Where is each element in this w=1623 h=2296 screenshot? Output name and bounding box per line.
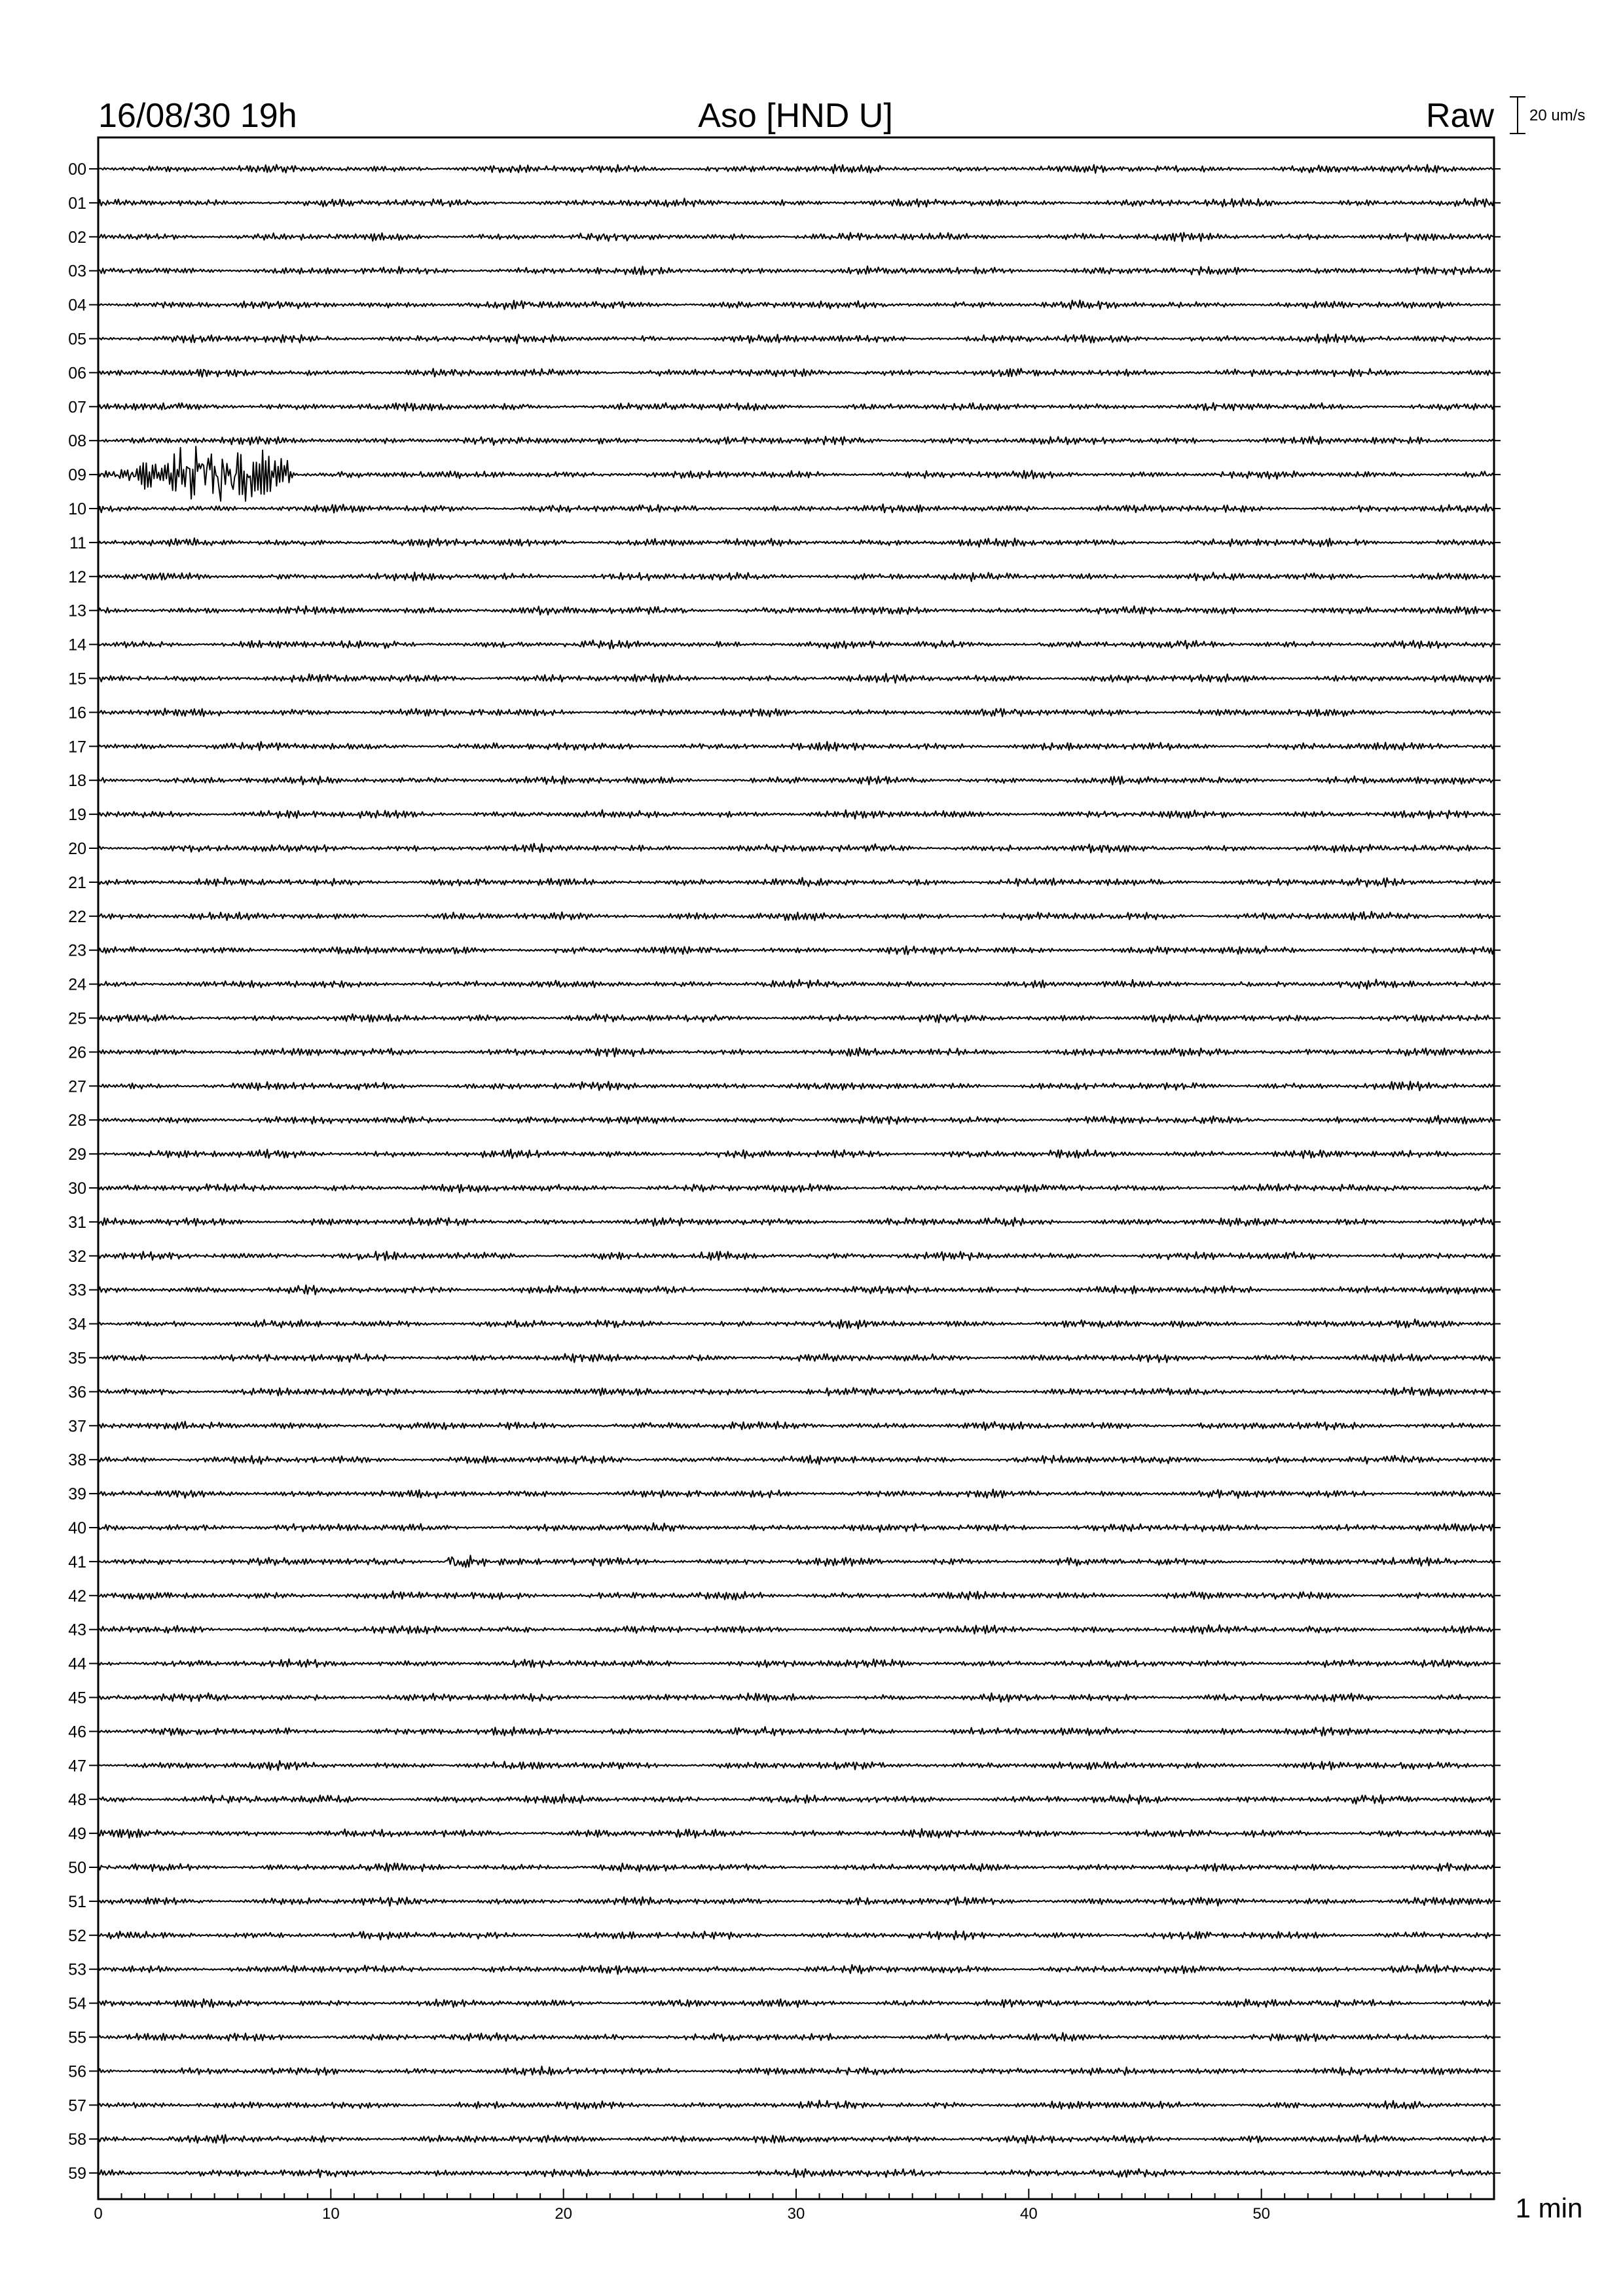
row-label: 19 <box>68 806 86 825</box>
x-axis-unit-label: 1 min <box>1515 2193 1583 2223</box>
trace-row-03 <box>98 266 1494 276</box>
row-label: 23 <box>68 941 86 960</box>
row-label: 36 <box>68 1383 86 1402</box>
trace-row-27 <box>98 1081 1494 1090</box>
row-label: 02 <box>68 228 86 247</box>
row-label: 52 <box>68 1926 86 1945</box>
trace-row-26 <box>98 1048 1494 1057</box>
trace-row-45 <box>98 1693 1494 1702</box>
row-label: 21 <box>68 873 86 892</box>
trace-row-08 <box>98 437 1494 445</box>
trace-row-43 <box>98 1625 1494 1634</box>
row-label: 34 <box>68 1315 86 1334</box>
trace-row-47 <box>98 1761 1494 1770</box>
row-label: 25 <box>68 1009 86 1028</box>
trace-row-41 <box>98 1555 1494 1567</box>
trace-row-17 <box>98 742 1494 751</box>
trace-row-15 <box>98 673 1494 683</box>
trace-row-36 <box>98 1388 1494 1396</box>
mode-label: Raw <box>1425 97 1494 135</box>
row-label: 44 <box>68 1655 86 1674</box>
trace-row-44 <box>98 1659 1494 1668</box>
x-tick-label: 20 <box>555 2205 573 2223</box>
row-label: 24 <box>68 975 86 994</box>
trace-row-30 <box>98 1184 1494 1193</box>
row-label: 28 <box>68 1111 86 1130</box>
row-label: 32 <box>68 1247 86 1266</box>
trace-row-48 <box>98 1795 1494 1804</box>
row-label: 10 <box>68 500 86 518</box>
trace-row-21 <box>98 878 1494 887</box>
trace-row-18 <box>98 776 1494 785</box>
trace-row-05 <box>98 334 1494 344</box>
trace-row-25 <box>98 1014 1494 1022</box>
row-label: 46 <box>68 1723 86 1742</box>
row-label: 00 <box>68 160 86 179</box>
row-label: 59 <box>68 2164 86 2183</box>
trace-row-38 <box>98 1456 1494 1465</box>
trace-row-19 <box>98 810 1494 819</box>
row-label: 35 <box>68 1349 86 1368</box>
row-label: 26 <box>68 1043 86 1062</box>
row-label: 11 <box>69 533 86 552</box>
row-label: 12 <box>68 567 86 586</box>
trace-row-42 <box>98 1591 1494 1600</box>
trace-row-33 <box>98 1285 1494 1295</box>
row-label: 07 <box>68 398 86 417</box>
scale-bar <box>1510 97 1585 134</box>
row-label: 08 <box>68 432 86 451</box>
row-label: 55 <box>68 2028 86 2047</box>
trace-row-53 <box>98 1965 1494 1975</box>
row-label: 14 <box>68 636 86 655</box>
x-tick-label: 40 <box>1019 2205 1038 2223</box>
trace-row-49 <box>98 1829 1494 1838</box>
station-title: Aso [HND U] <box>698 97 893 135</box>
trace-row-58 <box>98 2135 1494 2144</box>
trace-row-59 <box>98 2169 1494 2178</box>
trace-row-51 <box>98 1897 1494 1906</box>
row-label: 17 <box>68 738 86 757</box>
trace-row-11 <box>98 538 1494 547</box>
row-label: 20 <box>68 840 86 858</box>
trace-row-06 <box>98 368 1494 377</box>
row-label: 49 <box>68 1825 86 1844</box>
row-label: 22 <box>68 907 86 926</box>
row-label: 38 <box>68 1451 86 1470</box>
trace-row-24 <box>98 979 1494 989</box>
row-label: 54 <box>68 1994 86 2013</box>
row-label: 04 <box>68 296 86 315</box>
row-label: 39 <box>68 1485 86 1504</box>
trace-row-16 <box>98 708 1494 717</box>
x-tick-label: 0 <box>94 2205 103 2223</box>
row-label: 33 <box>68 1281 86 1300</box>
row-label: 18 <box>68 772 86 791</box>
trace-row-37 <box>98 1422 1494 1430</box>
row-label: 09 <box>68 466 86 485</box>
trace-row-52 <box>98 1931 1494 1940</box>
trace-row-14 <box>98 640 1494 649</box>
trace-group <box>98 164 1494 2177</box>
row-label: 42 <box>68 1587 86 1605</box>
row-label: 43 <box>68 1621 86 1640</box>
trace-row-31 <box>98 1217 1494 1226</box>
row-label: 03 <box>68 262 86 281</box>
x-tick-label: 30 <box>787 2205 805 2223</box>
trace-row-57 <box>98 2100 1494 2109</box>
row-label: 01 <box>68 194 86 213</box>
row-label: 56 <box>68 2062 86 2081</box>
row-label: 41 <box>68 1552 86 1571</box>
trace-row-50 <box>98 1863 1494 1872</box>
trace-row-07 <box>98 403 1494 410</box>
row-label: 37 <box>68 1417 86 1436</box>
row-label: 40 <box>68 1519 86 1537</box>
row-label: 29 <box>68 1145 86 1164</box>
row-label: 47 <box>68 1757 86 1776</box>
row-label: 58 <box>68 2130 86 2149</box>
row-label: 31 <box>68 1213 86 1232</box>
trace-row-32 <box>98 1251 1494 1261</box>
trace-row-23 <box>98 946 1494 955</box>
trace-row-56 <box>98 2066 1494 2075</box>
row-label: 15 <box>68 670 86 689</box>
datetime-title: 16/08/30 19h <box>98 97 297 135</box>
trace-row-04 <box>98 300 1494 310</box>
trace-row-55 <box>98 2033 1494 2041</box>
row-label: 27 <box>68 1077 86 1096</box>
x-tick-label: 50 <box>1252 2205 1271 2223</box>
row-labels <box>68 160 1501 2183</box>
trace-row-29 <box>98 1149 1494 1158</box>
trace-row-40 <box>98 1523 1494 1532</box>
row-label: 53 <box>68 1960 86 1979</box>
trace-row-00 <box>98 164 1494 173</box>
trace-row-10 <box>98 504 1494 512</box>
trace-row-12 <box>98 572 1494 581</box>
scale-bar-label: 20 um/s <box>1529 107 1586 124</box>
trace-row-35 <box>98 1354 1494 1362</box>
row-label: 30 <box>68 1179 86 1198</box>
trace-row-54 <box>98 1999 1494 2007</box>
row-label: 05 <box>68 330 86 349</box>
x-tick-label: 10 <box>321 2205 340 2223</box>
row-label: 57 <box>68 2096 86 2115</box>
trace-row-46 <box>98 1727 1494 1736</box>
trace-row-13 <box>98 606 1494 615</box>
row-label: 45 <box>68 1689 86 1708</box>
row-label: 06 <box>68 364 86 383</box>
trace-row-34 <box>98 1319 1494 1329</box>
trace-row-01 <box>98 198 1494 208</box>
row-label: 51 <box>68 1892 86 1911</box>
row-label: 48 <box>68 1791 86 1810</box>
trace-row-20 <box>98 844 1494 853</box>
trace-row-28 <box>98 1115 1494 1124</box>
row-label: 50 <box>68 1859 86 1877</box>
trace-row-39 <box>98 1489 1494 1498</box>
x-axis <box>94 2189 1494 2223</box>
plot-frame <box>98 137 1494 2199</box>
trace-row-02 <box>98 232 1494 241</box>
row-label: 16 <box>68 704 86 723</box>
trace-row-09 <box>98 446 1494 501</box>
trace-row-22 <box>98 912 1494 921</box>
row-label: 13 <box>68 601 86 620</box>
